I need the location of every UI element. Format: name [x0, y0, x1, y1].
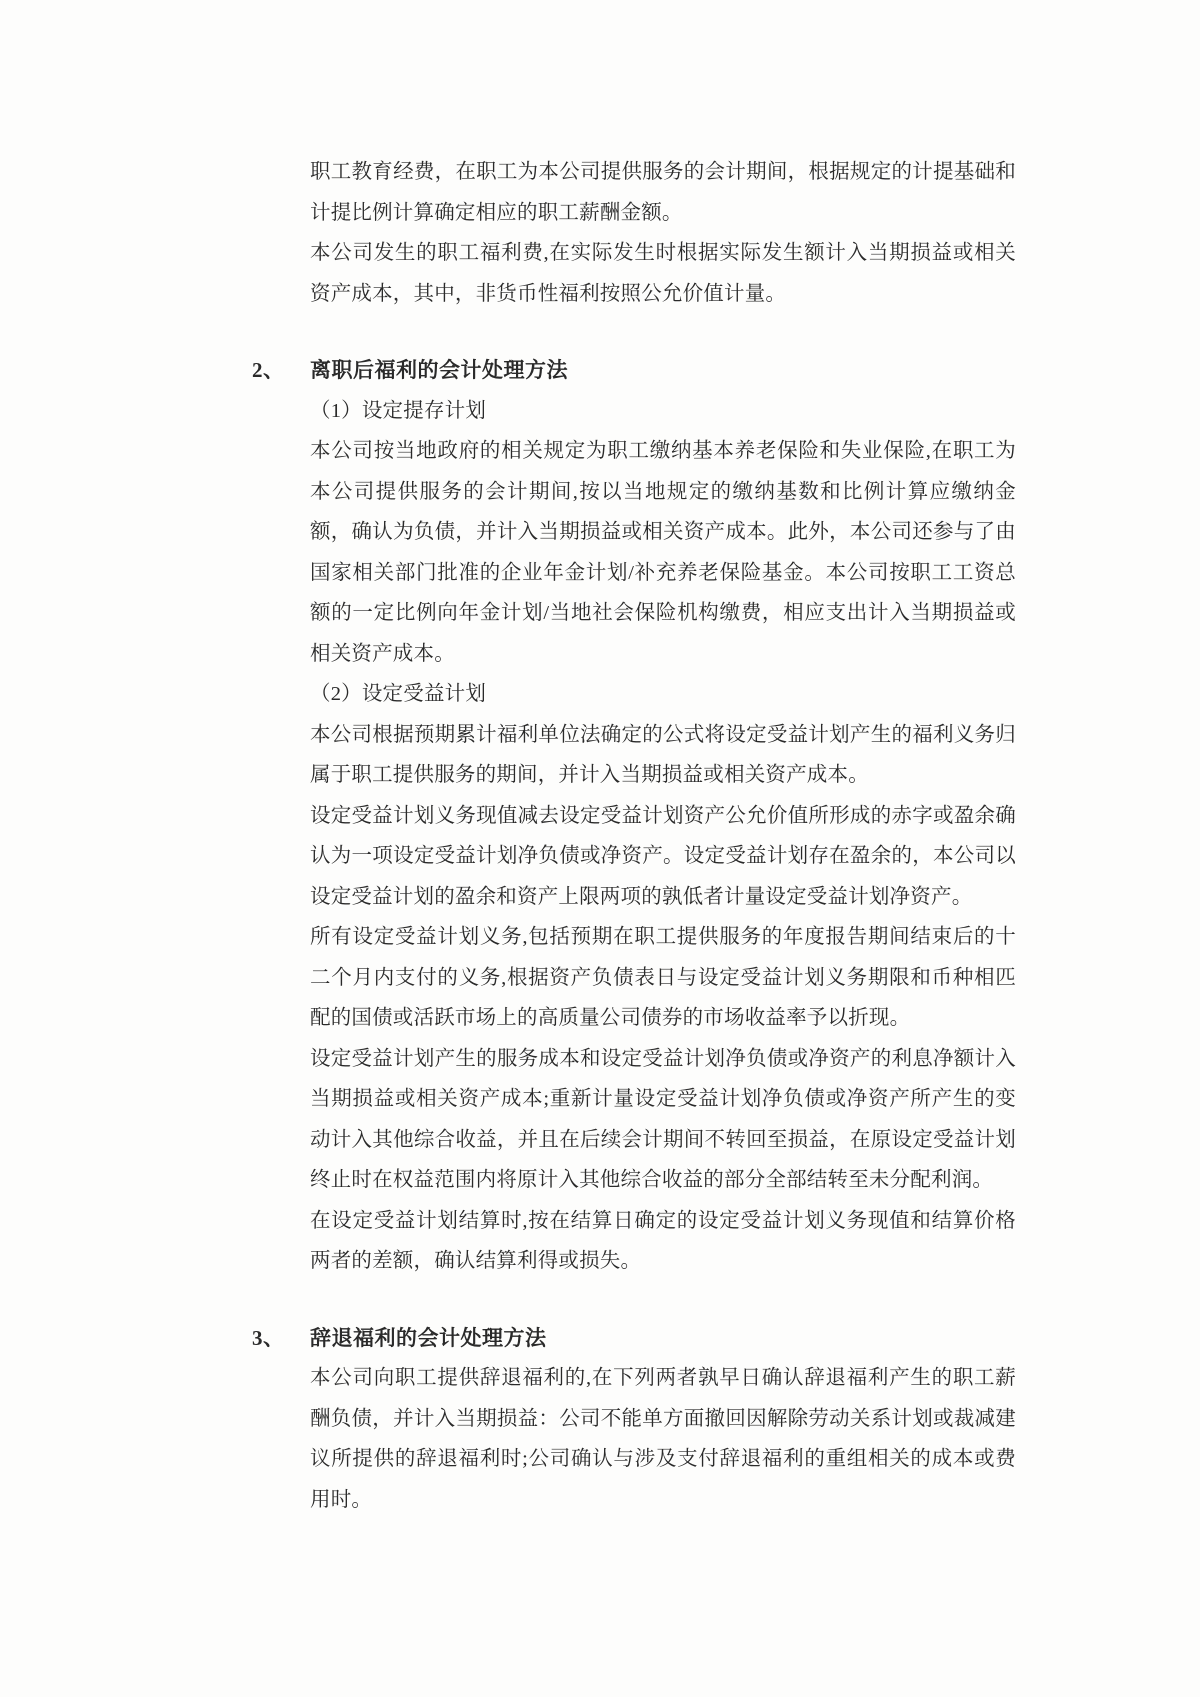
section-heading	[252, 350, 1016, 391]
subsection-label-defined-benefit: （2）设定受益计划	[310, 683, 487, 705]
section-title: 离职后福利的会计处理方法	[310, 358, 568, 382]
section-number: 3、	[252, 1325, 285, 1350]
paragraph: 本公司根据预期累计福利单位法确定的公式将设定受益计划产生的福利义务归属于职工提供服务的期间，并计入当期损益或相关资产成本。	[310, 723, 1016, 786]
document-content	[252, 152, 1016, 1520]
intro-paragraph-1: 职工教育经费，在职工为本公司提供服务的会计期间，根据规定的计提基础和计提比例计算确定相应的职工薪酬金额。	[310, 161, 1016, 224]
paragraph: 所有设定受益计划义务,包括预期在职工提供服务的年度报告期间结束后的十二个月内支付的义务,根据资产负债表日与设定受益计划义务期限和币种相匹配的国债或活跃市场上的高质量公司债券的市场收益率予以折现。	[310, 926, 1016, 1029]
section-title: 辞退福利的会计处理方法	[310, 1325, 547, 1350]
subsection-label-defined-contribution: （1）设定提存计划	[310, 399, 487, 422]
section-termination-benefits	[252, 1318, 1016, 1521]
paragraph: 设定受益计划产生的服务成本和设定受益计划净负债或净资产的利息净额计入当期损益或相关资产成本;重新计量设定受益计划净负债或净资产所产生的变动计入其他综合收益，并且在后续会计期间不转回至损益，在原设定受益计划终止时在权益范围内将原计入其他综合收益的部分全部结转至未分配利润。	[310, 1047, 1016, 1191]
paragraph: 设定受益计划义务现值减去设定受益计划资产公允价值所形成的赤字或盈余确认为一项设定受益计划净负债或净资产。设定受益计划存在盈余的，本公司以设定受益计划的盈余和资产上限两项的孰低者计量设定受益计划净资产。	[310, 804, 1016, 908]
section-post-employment-benefits	[252, 350, 1016, 1282]
paragraph: 本公司向职工提供辞退福利的,在下列两者孰早日确认辞退福利产生的职工薪酬负债，并计入当期损益：公司不能单方面撤回因解除劳动关系计划或裁减建议所提供的辞退福利时;公司确认与涉及支付辞退福利的重组相关的成本或费用时。	[310, 1367, 1016, 1511]
section-number: 2、	[252, 358, 285, 382]
intro-paragraph-2: 本公司发生的职工福利费,在实际发生时根据实际发生额计入当期损益或相关资产成本，其中，非货币性福利按照公允价值计量。	[310, 242, 1016, 305]
paragraph: 在设定受益计划结算时,按在结算日确定的设定受益计划义务现值和结算价格两者的差额，确认结算利得或损失。	[310, 1209, 1016, 1272]
section-heading	[252, 1318, 1016, 1359]
paragraph: 本公司按当地政府的相关规定为职工缴纳基本养老保险和失业保险,在职工为本公司提供服务的会计期间,按以当地规定的缴纳基数和比例计算应缴纳金额，确认为负债，并计入当期损益或相关资产成本。此外，本公司还参与了由国家相关部门批准的企业年金计划/补充养老保险基金。本公司按职工工资总额的一定比例向年金计划/当地社会保险机构缴费，相应支出计入当期损益或相关资产成本。	[310, 440, 1016, 665]
